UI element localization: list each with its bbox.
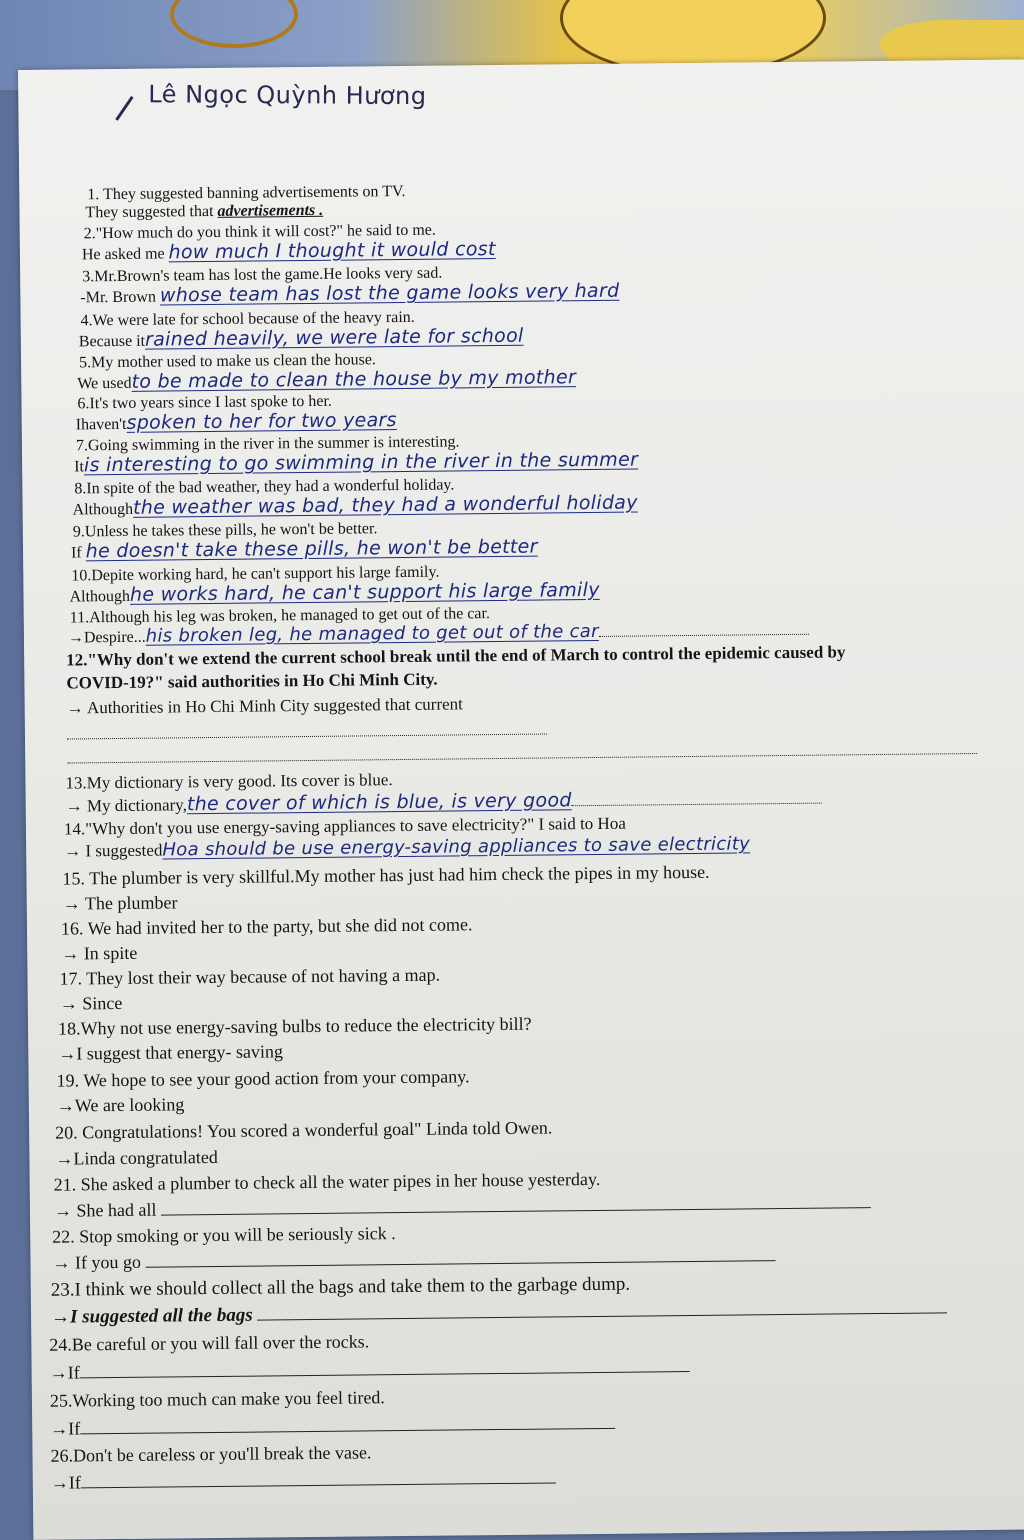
student-name: Lê Ngọc Quỳnh Hương xyxy=(148,80,427,111)
answer-line-22: → If you go xyxy=(52,1246,775,1272)
answer-line-12: → Authorities in Ho Chi Minh City suggested that current xyxy=(66,694,463,718)
question-3: 3.Mr.Brown's team has lost the game.He looks very sad. xyxy=(82,264,443,286)
answer-7: is interesting to go swimming in the river in the summer xyxy=(83,448,639,477)
question-15: 15. The plumber is very skillful.My mother has just had him check the pipes in my house. xyxy=(62,861,710,889)
question-12-continued: COVID-19?" said authorities in Ho Chi Minh City. xyxy=(66,669,438,693)
question-20: 20. Congratulations! You scored a wonderful goal" Linda told Owen. xyxy=(55,1117,553,1143)
answer-line-1: They suggested that advertisements . xyxy=(85,201,324,222)
answer-line-21: → She had all xyxy=(54,1193,871,1220)
answer-4: rained heavily, we were late for school xyxy=(144,324,524,351)
question-6: 6.It's two years since I last spoke to her. xyxy=(77,392,332,413)
answer-line-20: →Linda congratulated xyxy=(55,1146,218,1169)
answer-line-7: Itis interesting to go swimming in the river in the summer xyxy=(74,448,639,477)
answer-9: he doesn't take these pills, he won't be better xyxy=(85,535,538,563)
question-10: 10.Depite working hard, he can't support his large family. xyxy=(71,563,440,585)
question-11: 11.Although his leg was broken, he managed to get out of the car. xyxy=(69,605,491,627)
answer-2: how much I thought it would cost xyxy=(168,238,496,264)
answer-line-6: Ihaven'tspoken to her for two years xyxy=(75,409,397,434)
answer-3: whose team has lost the game looks very hard xyxy=(159,279,620,307)
answer-line-17: → Since xyxy=(59,992,123,1014)
answer-line-26: →If xyxy=(51,1468,556,1491)
question-14: 14."Why don't you use energy-saving appliances to save electricity?" I said to Hoa xyxy=(63,813,626,839)
answer-line-16: → In spite xyxy=(61,942,138,964)
answer-line-13: → My dictionary,the cover of which is blue, is very good xyxy=(66,789,822,816)
answer-line-4: Because itrained heavily, we were late for school xyxy=(78,324,524,351)
question-22: 22. Stop smoking or you will be seriously sick . xyxy=(52,1223,396,1247)
question-21: 21. She asked a plumber to check all the water pipes in her house yesterday. xyxy=(53,1168,601,1195)
answer-line-24: →If xyxy=(50,1357,690,1382)
worksheet-paper xyxy=(18,59,1024,1539)
question-7: 7.Going swimming in the river in the summer is interesting. xyxy=(75,433,460,455)
answer-6: spoken to her for two years xyxy=(126,409,397,434)
answer-10: he works hard, he can't support his large family xyxy=(129,578,600,606)
question-8: 8.In spite of the bad weather, they had a wonderful holiday. xyxy=(74,476,455,498)
question-18: 18.Why not use energy-saving bulbs to reduce the electricity bill? xyxy=(57,1013,532,1039)
question-24: 24.Be careful or you will fall over the rocks. xyxy=(49,1331,370,1355)
question-26: 26.Don't be careless or you'll break the vase. xyxy=(50,1442,372,1466)
answer-line-8: Althoughthe weather was bad, they had a wonderful holiday xyxy=(72,491,638,519)
question-5: 5.My mother used to make us clean the house. xyxy=(78,351,376,372)
answer-line-19: →We are looking xyxy=(56,1094,185,1116)
question-12: 12."Why don't we extend the current school break until the end of March to control the epidemic caused by xyxy=(66,642,846,670)
question-16: 16. We had invited her to the party, but she did not come. xyxy=(60,914,473,939)
answer-14: Hoa should be use energy-saving appliances to save electricity xyxy=(162,833,751,861)
answer-line-25: →If xyxy=(50,1414,615,1438)
blank-line-12a xyxy=(67,720,547,742)
answer-13: the cover of which is blue, is very good xyxy=(186,789,572,816)
answer-line-9: If he doesn't take these pills, he won't be better xyxy=(70,535,538,563)
answer-line-23: →I suggested all the bags xyxy=(51,1298,948,1326)
answer-1: advertisements . xyxy=(217,201,324,220)
answer-11: his broken leg, he managed to get out of the car xyxy=(145,620,599,647)
question-4: 4.We were late for school because of the heavy rain. xyxy=(80,308,415,330)
question-25: 25.Working too much can make you feel tired. xyxy=(49,1387,385,1411)
question-17: 17. They lost their way because of not having a map. xyxy=(59,964,441,989)
exercise-list xyxy=(18,59,1024,1539)
answer-line-18: →I suggest that energy- saving xyxy=(58,1041,284,1064)
answer-line-10: Althoughhe works hard, he can't support his large family xyxy=(69,578,600,606)
question-13: 13.My dictionary is very good. Its cover is blue. xyxy=(65,770,393,793)
answer-line-5: We usedto be made to clean the house by my mother xyxy=(77,366,577,393)
question-19: 19. We hope to see your good action from your company. xyxy=(56,1066,470,1091)
answer-line-2: He asked me how much I thought it would cost xyxy=(81,238,496,264)
question-2: 2."How much do you think it will cost?" he said to me. xyxy=(83,221,436,243)
answer-line-15: → The plumber xyxy=(62,892,178,914)
question-23: 23.I think we should collect all the bags and take them to the garbage dump. xyxy=(50,1273,631,1301)
answer-5: to be made to clean the house by my mother xyxy=(131,366,577,393)
question-1: 1. They suggested banning advertisements on TV. xyxy=(87,182,406,204)
answer-line-11: →Despire...his broken leg, he managed to get out of the car xyxy=(68,621,809,647)
question-9: 9.Unless he takes these pills, he won't be better. xyxy=(72,520,378,541)
answer-line-3: -Mr. Brown whose team has lost the game looks very hard xyxy=(80,279,620,307)
answer-line-14: → I suggestedHoa should be use energy-saving appliances to save electricity xyxy=(64,833,751,861)
blank-line-12b xyxy=(67,740,977,767)
answer-8: the weather was bad, they had a wonderful holiday xyxy=(132,491,638,519)
